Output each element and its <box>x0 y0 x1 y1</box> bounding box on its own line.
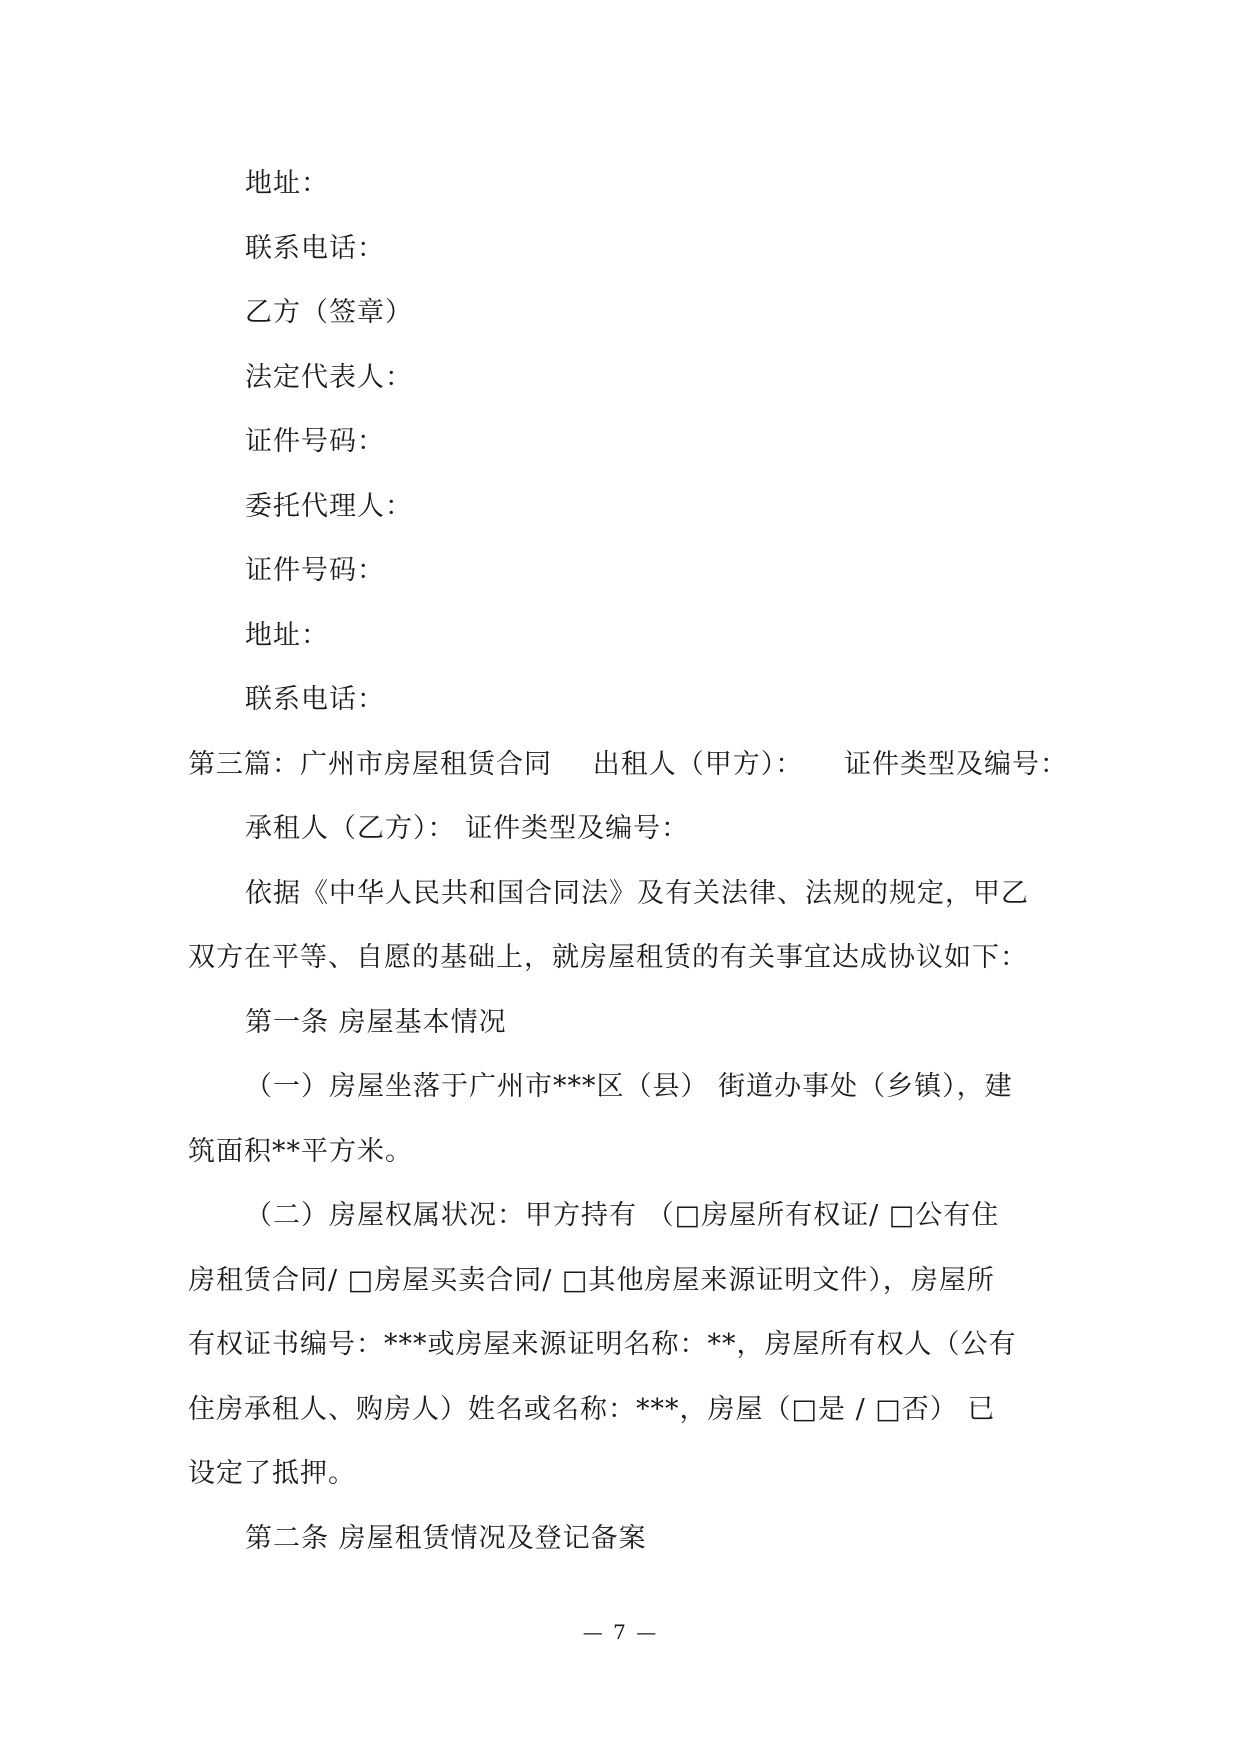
agent-phone-line: 联系电话： <box>245 684 385 715</box>
section-title: 第三篇：广州市房屋租赁合同 <box>188 748 552 780</box>
lessor-id-label: 证件类型及编号： <box>844 748 1068 780</box>
agent-id-number-line: 证件号码： <box>245 555 385 586</box>
clause-2-line-1: （二）房屋权属状况：甲方持有 （□房屋所有权证/ □公有住 <box>245 1200 1000 1231</box>
authorized-agent-line: 委托代理人： <box>245 490 413 522</box>
legal-representative-line: 法定代表人： <box>245 361 413 393</box>
clause-1-line-1: （一）房屋坐落于广州市***区（县） 街道办事处（乡镇），建 <box>245 1071 1013 1102</box>
phone-line: 联系电话： <box>245 232 385 264</box>
agent-address-line: 地址： <box>245 619 329 651</box>
clause-2-line-5: 设定了抵押。 <box>188 1458 356 1489</box>
section-header <box>188 733 1068 798</box>
article-2-title: 第二条 房屋租赁情况及登记备案 <box>245 1522 647 1554</box>
clause-1-line-2: 筑面积**平方米。 <box>188 1135 413 1167</box>
address-line: 地址： <box>245 168 329 199</box>
party-b-seal-line: 乙方（签章） <box>245 297 413 328</box>
intro-line-1: 依据《中华人民共和国合同法》及有关法律、法规的规定，甲乙 <box>245 877 1029 909</box>
document-body <box>188 152 1068 1571</box>
id-number-line: 证件号码： <box>245 426 385 457</box>
page-number: — 7 — <box>582 1620 659 1644</box>
lessor-label: 出租人（甲方）： <box>592 748 804 780</box>
clause-2-line-2: 房租赁合同/ □房屋买卖合同/ □其他房屋来源证明文件），房屋所 <box>188 1264 995 1296</box>
intro-line-2: 双方在平等、自愿的基础上，就房屋租赁的有关事宜达成协议如下： <box>188 942 1028 973</box>
article-1-title: 第一条 房屋基本情况 <box>245 1006 507 1038</box>
clause-2-line-4: 住房承租人、购房人）姓名或名称：***，房屋（□是 / □否） 已 <box>188 1393 996 1425</box>
clause-2-line-3: 有权证书编号：***或房屋来源证明名称：**，房屋所有权人（公有 <box>188 1329 1017 1360</box>
lessee-line: 承租人（乙方）： 证件类型及编号： <box>245 813 690 844</box>
